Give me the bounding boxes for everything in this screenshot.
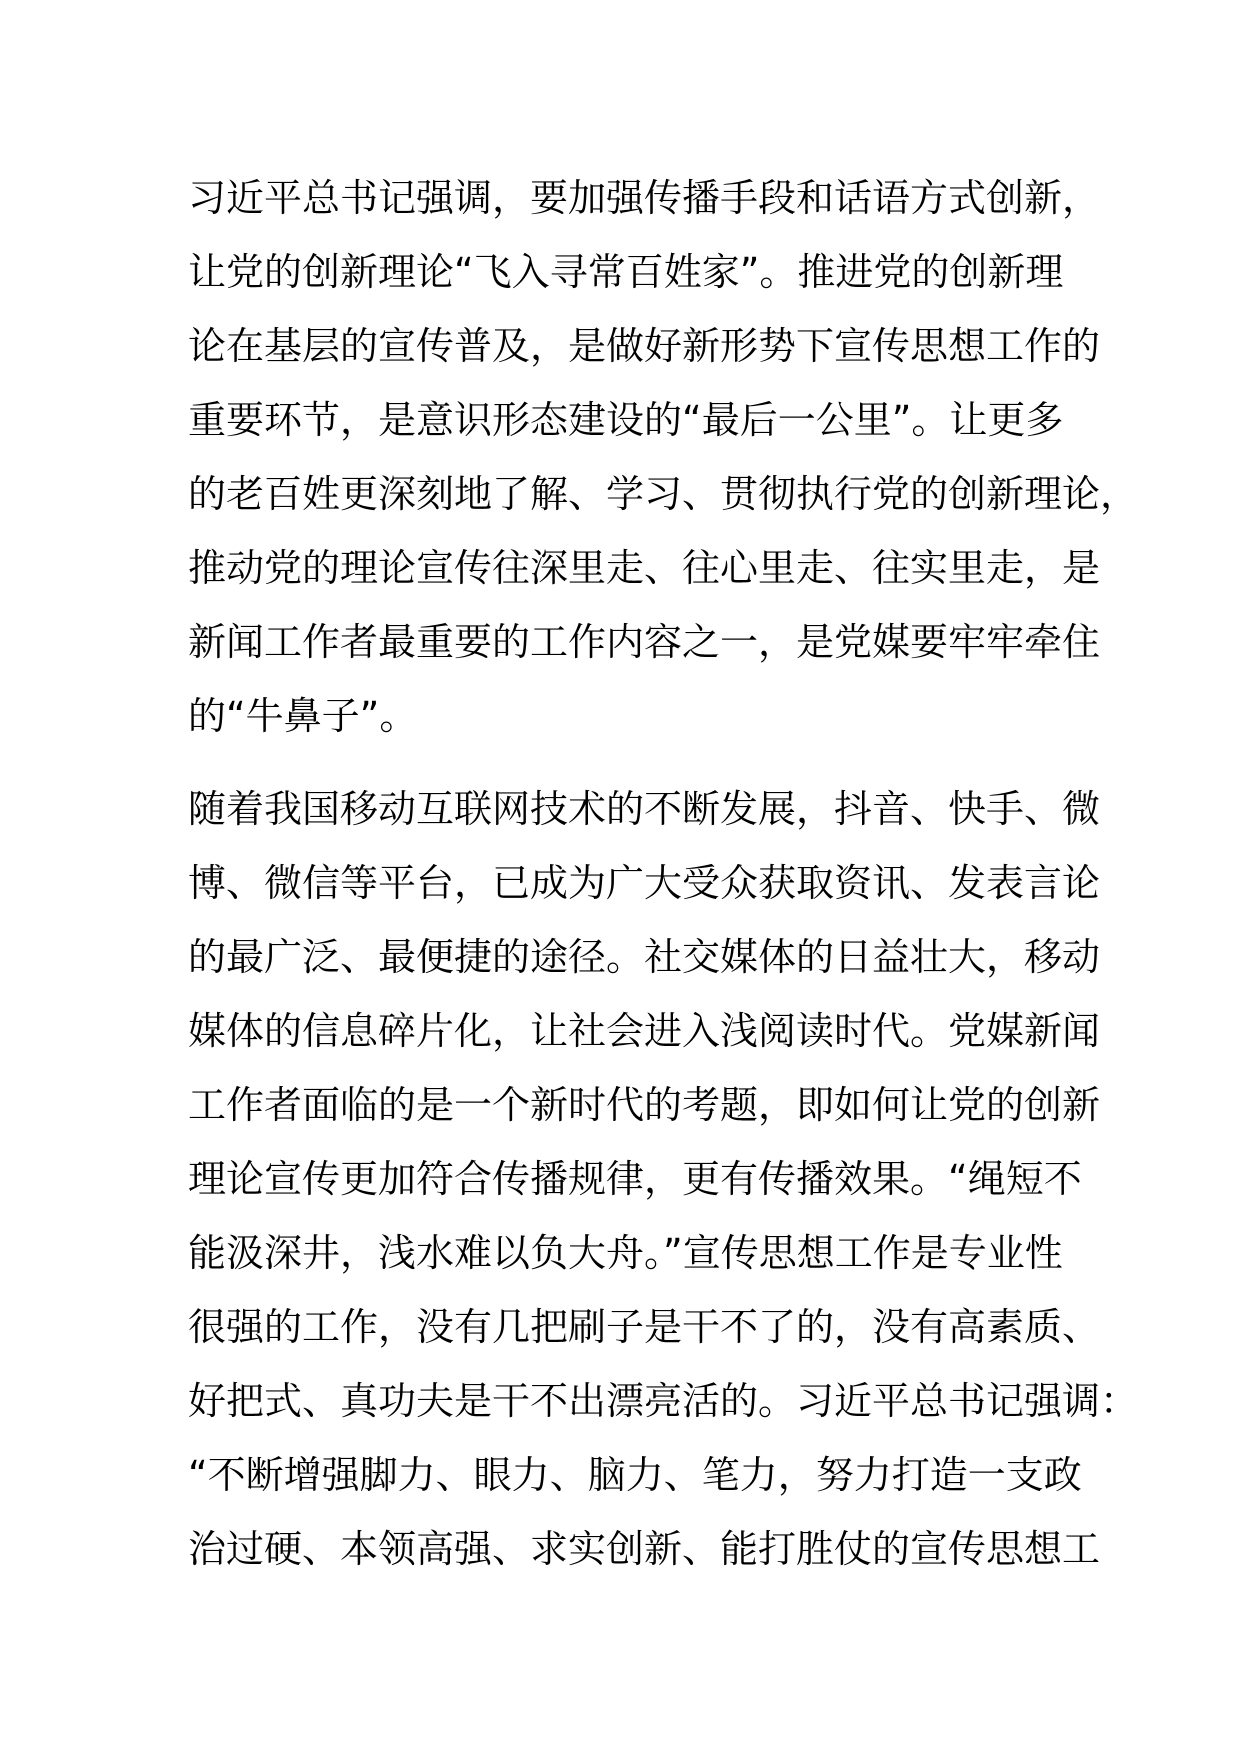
paragraph-line: 能汲深井，浅水难以负大舟。”宣传思想工作是专业性 — [188, 1231, 1063, 1275]
paragraph-line: 理论宣传更加符合传播规律，更有传播效果。“绳短不 — [188, 1157, 1082, 1201]
paragraph-line: “不断增强脚力、眼力、脑力、笔力，努力打造一支政 — [188, 1453, 1082, 1497]
paragraph-line: 博、微信等平台，已成为广大受众获取资讯、发表言论 — [188, 861, 1101, 905]
paragraph-2 — [188, 772, 1139, 1586]
paragraph-line: 新闻工作者最重要的工作内容之一，是党媒要牢牢牵住 — [188, 620, 1101, 664]
paragraph-line: 的老百姓更深刻地了解、学习、贯彻执行党的创新理论， — [188, 472, 1139, 516]
paragraph-line: 重要环节，是意识形态建设的“最后一公里”。让更多 — [188, 398, 1064, 442]
paragraph-line: 很强的工作，没有几把刷子是干不了的，没有高素质、 — [188, 1305, 1101, 1349]
paragraph-line: 的最广泛、最便捷的途径。社交媒体的日益壮大，移动 — [188, 935, 1101, 979]
paragraph-line: 让党的创新理论“飞入寻常百姓家”。推进党的创新理 — [188, 250, 1064, 294]
paragraph-line: 习近平总书记强调，要加强传播手段和话语方式创新， — [188, 176, 1101, 220]
paragraph-line: 论在基层的宣传普及，是做好新形势下宣传思想工作的 — [188, 324, 1101, 368]
paragraph-line: 推动党的理论宣传往深里走、往心里走、往实里走，是 — [188, 546, 1101, 590]
paragraph-line: 媒体的信息碎片化，让社会进入浅阅读时代。党媒新闻 — [188, 1009, 1101, 1053]
paragraph-line: 工作者面临的是一个新时代的考题，即如何让党的创新 — [188, 1083, 1101, 1127]
paragraph-line: 的“牛鼻子”。 — [188, 694, 418, 738]
paragraph-1 — [188, 161, 1139, 753]
paragraph-line: 好把式、真功夫是干不出漂亮活的。习近平总书记强调： — [188, 1379, 1139, 1423]
paragraph-line: 随着我国移动互联网技术的不断发展，抖音、快手、微 — [188, 787, 1101, 831]
paragraph-line: 治过硬、本领高强、求实创新、能打胜仗的宣传思想工 — [188, 1527, 1101, 1571]
